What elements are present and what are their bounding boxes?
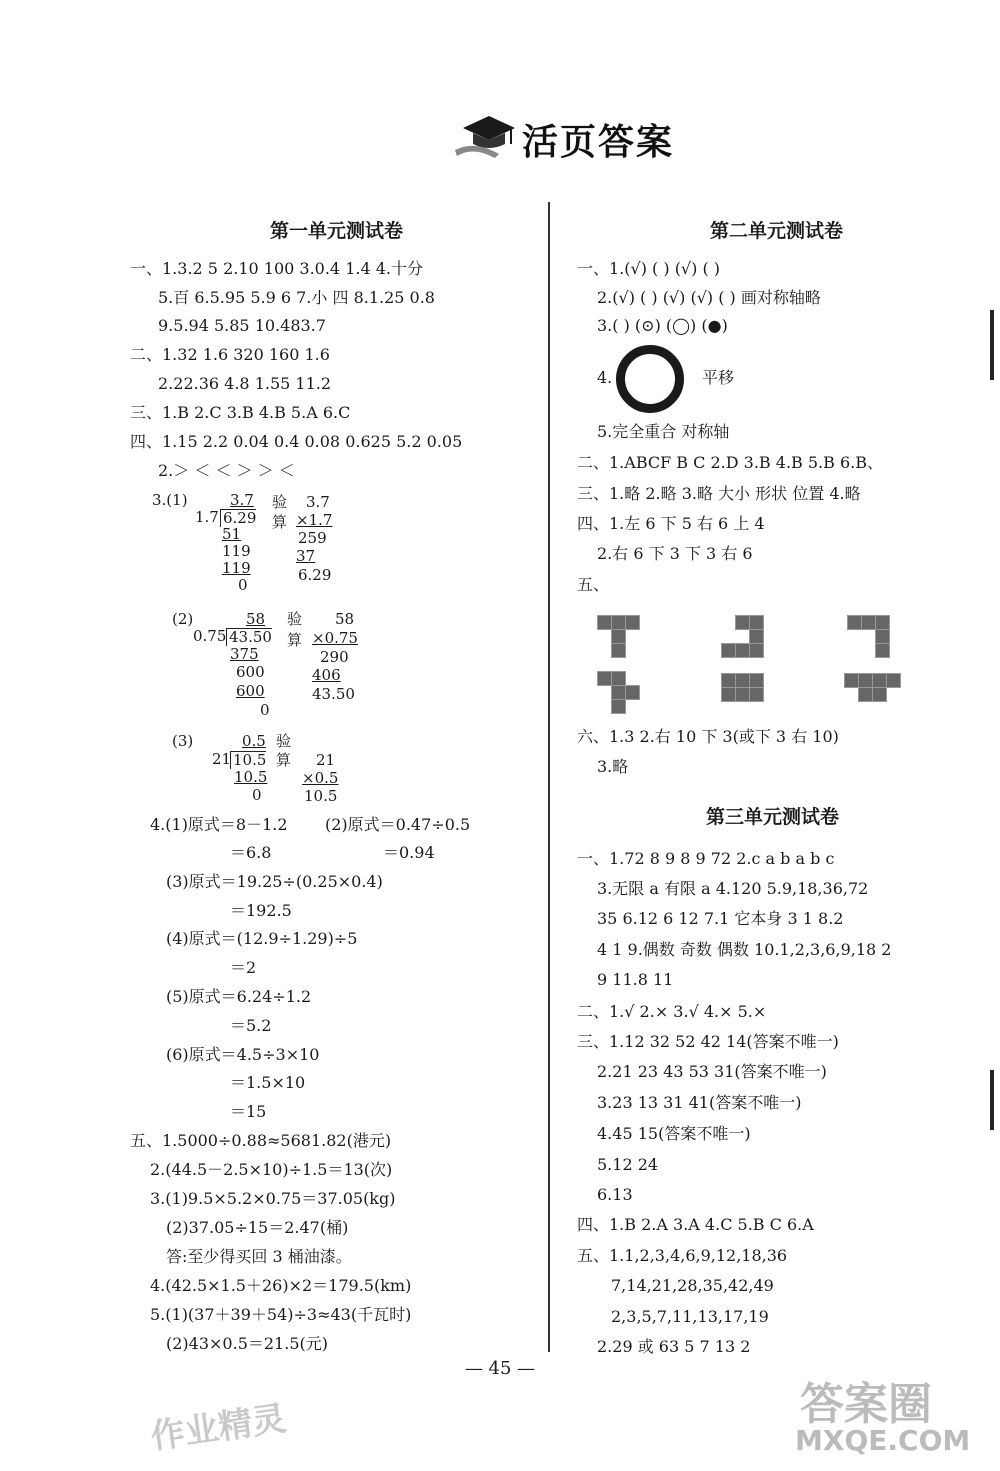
answer-line: 2.29 或 63 5 7 13 2 (597, 1337, 751, 1356)
answer-line: (5)原式＝6.24÷1.2 (166, 987, 312, 1006)
answer-line: 四、1.左 6 下 5 右 6 上 4 (577, 514, 765, 533)
calc-verify: ×1.7 (296, 511, 333, 529)
answer-line: 2.21 23 43 53 31(答案不唯一) (597, 1062, 827, 1081)
answer-line: 9 11.8 11 (597, 970, 674, 989)
answer-line: ＝192.5 (230, 901, 292, 920)
page-header (0, 110, 1000, 170)
scan-mark (990, 1070, 994, 1130)
answer-line: 2.22.36 4.8 1.55 11.2 (158, 374, 332, 393)
calc-label: (2) (172, 610, 194, 628)
answer-line: 2.(√) ( ) (√) (√) ( ) 画对称轴略 (597, 288, 821, 307)
calc-verify: 43.50 (312, 685, 355, 703)
answer-line: 一、1.72 8 9 8 9 72 2.c a b a b c (577, 849, 835, 868)
answer-line: ＝0.94 (383, 843, 435, 862)
calc-step: 0 (260, 701, 270, 719)
answer-line: (6)原式＝4.5÷3×10 (166, 1045, 320, 1064)
answer-line: 2.(44.5－2.5×10)÷1.5＝13(次) (150, 1160, 393, 1179)
calc-check-label: 算 (276, 751, 292, 769)
calc-label: (3) (172, 732, 194, 750)
calc-verify: 10.5 (304, 787, 338, 805)
answer-line: 二、1.32 1.6 320 160 1.6 (130, 345, 330, 364)
answer-line: 三、1.B 2.C 3.B 4.B 5.A 6.C (130, 403, 351, 422)
calc-step: 51 (222, 525, 242, 543)
answer-line: 4 1 9.偶数 奇数 偶数 10.1,2,3,6,9,18 2 (597, 940, 892, 959)
answer-line: (4)原式＝(12.9÷1.29)÷5 (166, 929, 358, 948)
answer-line: (2)43×0.5＝21.5(元) (166, 1334, 328, 1353)
calc-verify: 406 (312, 666, 341, 684)
calc-quotient: 3.7 (230, 491, 254, 509)
calc-dividend: 43.50 (226, 628, 272, 646)
calc-dividend: 10.5 (230, 751, 266, 769)
answer-line: 四、1.B 2.A 3.A 4.C 5.B C 6.A (577, 1215, 814, 1234)
calc-step: 10.5 (234, 768, 268, 786)
answer-line: 6.13 (597, 1185, 633, 1204)
calc-verify: 6.29 (298, 566, 332, 584)
calc-dividend: 6.29 (220, 509, 256, 527)
section-title-unit1: 第一单元测试卷 (270, 220, 404, 242)
calc-quotient: 58 (246, 610, 266, 628)
answer-line: (2)原式＝0.47÷0.5 (325, 815, 471, 834)
calc-check-label: 验 (272, 493, 288, 511)
section-title-unit3: 第三单元测试卷 (706, 806, 840, 828)
calc-verify: ×0.75 (312, 629, 358, 647)
answer-line: 5.百 6.5.95 5.9 6 7.小 四 8.1.25 0.8 (158, 288, 435, 307)
calc-verify: 290 (320, 648, 349, 666)
answer-line: 3.略 (597, 757, 629, 776)
answer-line: 2,3,5,7,11,13,17,19 (611, 1307, 769, 1326)
answer-line: 3.( ) (⊙) (◯) (●) (597, 316, 728, 335)
column-divider (548, 202, 550, 1352)
calc-label: 3.(1) (152, 491, 188, 509)
answer-line: 4.(1)原式＝8－1.2 (150, 815, 288, 834)
calc-quotient: 0.5 (242, 732, 266, 750)
answer-line: 3.(1)9.5×5.2×0.75＝37.05(kg) (150, 1189, 396, 1208)
calc-verify: 58 (335, 610, 355, 628)
page-number: — 45 — (464, 1358, 536, 1379)
calc-step: 119 (222, 559, 251, 577)
calc-verify: 21 (316, 751, 336, 769)
watermark-left: 作业精灵 (148, 1398, 289, 1458)
watermark-url: MXQE.COM (795, 1424, 971, 1457)
scan-mark (990, 310, 994, 380)
calc-step: 375 (230, 645, 259, 663)
answer-line: 7,14,21,28,35,42,49 (611, 1276, 774, 1295)
answer-line: ＝6.8 (230, 843, 272, 862)
answer-line: 二、1.√ 2.× 3.√ 4.× 5.× (577, 1002, 767, 1021)
calc-verify: 3.7 (306, 493, 330, 511)
answer-line: 3.23 13 31 41(答案不唯一) (597, 1093, 802, 1112)
calc-step: 600 (236, 682, 265, 700)
calc-verify: 259 (298, 529, 327, 547)
answer-line: 5.(1)(37＋39＋54)÷3≈43(千瓦时) (150, 1305, 412, 1324)
calc-verify: 37 (296, 547, 316, 565)
answer-line: 9.5.94 5.85 10.483.7 (158, 316, 326, 335)
answer-line: 三、1.略 2.略 3.略 大小 形状 位置 4.略 (577, 484, 861, 503)
answer-line: 2.＞ ＜ ＜ ＞ ＞ ＜ (158, 461, 295, 480)
answer-line: 4.(42.5×1.5＋26)×2＝179.5(km) (150, 1276, 412, 1295)
answer-line: 5.完全重合 对称轴 (597, 422, 730, 441)
answer-line: 4. (597, 368, 613, 387)
calc-divisor: 0.75 (193, 627, 227, 645)
calc-step: 0 (252, 786, 262, 804)
answer-line: 三、1.12 32 52 42 14(答案不唯一) (577, 1032, 839, 1051)
calc-check-label: 验 (287, 610, 303, 628)
answer-line: 2.右 6 下 3 下 3 右 6 (597, 544, 753, 563)
answer-line: ＝1.5×10 (230, 1073, 306, 1092)
answer-line: 一、1.(√) ( ) (√) ( ) (577, 259, 721, 278)
answer-line: 3.无限 a 有限 a 4.120 5.9,18,36,72 (597, 879, 869, 898)
answer-line: 4.45 15(答案不唯一) (597, 1124, 751, 1143)
answer-line: ＝15 (230, 1102, 267, 1121)
answer-line: 答:至少得买回 3 桶油漆。 (166, 1247, 352, 1266)
answer-line: 五、1.1,2,3,4,6,9,12,18,36 (577, 1246, 788, 1265)
answer-line: 平移 (702, 368, 735, 387)
answer-line: (3)原式＝19.25÷(0.25×0.4) (166, 872, 383, 891)
answer-line: (2)37.05÷15＝2.47(桶) (166, 1218, 349, 1237)
page-title: 活页答案 (522, 122, 675, 163)
answer-line: 一、1.3.2 5 2.10 100 3.0.4 1.4 4.十分 (130, 259, 423, 278)
calc-step: 600 (236, 663, 265, 681)
calc-verify: ×0.5 (302, 769, 339, 787)
answer-line: 五、 (577, 575, 610, 594)
calc-step: 119 (222, 542, 251, 560)
watermark-right: 答案圈 (800, 1379, 932, 1430)
answer-line: 四、1.15 2.2 0.04 0.4 0.08 0.625 5.2 0.05 (130, 432, 463, 451)
calc-check-label: 算 (287, 631, 303, 649)
section-title-unit2: 第二单元测试卷 (710, 220, 844, 242)
calc-divisor: 1.7 (195, 508, 219, 526)
answer-line: 5.12 24 (597, 1155, 659, 1174)
answer-line: 六、1.3 2.右 10 下 3(或下 3 右 10) (577, 727, 839, 746)
answer-line: 二、1.ABCF B C 2.D 3.B 4.B 5.B 6.B、 (577, 453, 884, 472)
calc-step: 0 (238, 576, 248, 594)
calc-check-label: 算 (272, 513, 288, 531)
ring-figure (616, 345, 684, 413)
answer-line: ＝2 (230, 958, 257, 977)
answer-line: 五、1.5000÷0.88≈5681.82(港元) (130, 1131, 392, 1150)
calc-divisor: 21 (212, 750, 232, 768)
graduation-cap-icon (455, 110, 517, 160)
calc-check-label: 验 (276, 732, 292, 750)
answer-line: ＝5.2 (230, 1016, 272, 1035)
answer-line: 35 6.12 6 12 7.1 它本身 3 1 8.2 (597, 909, 844, 928)
